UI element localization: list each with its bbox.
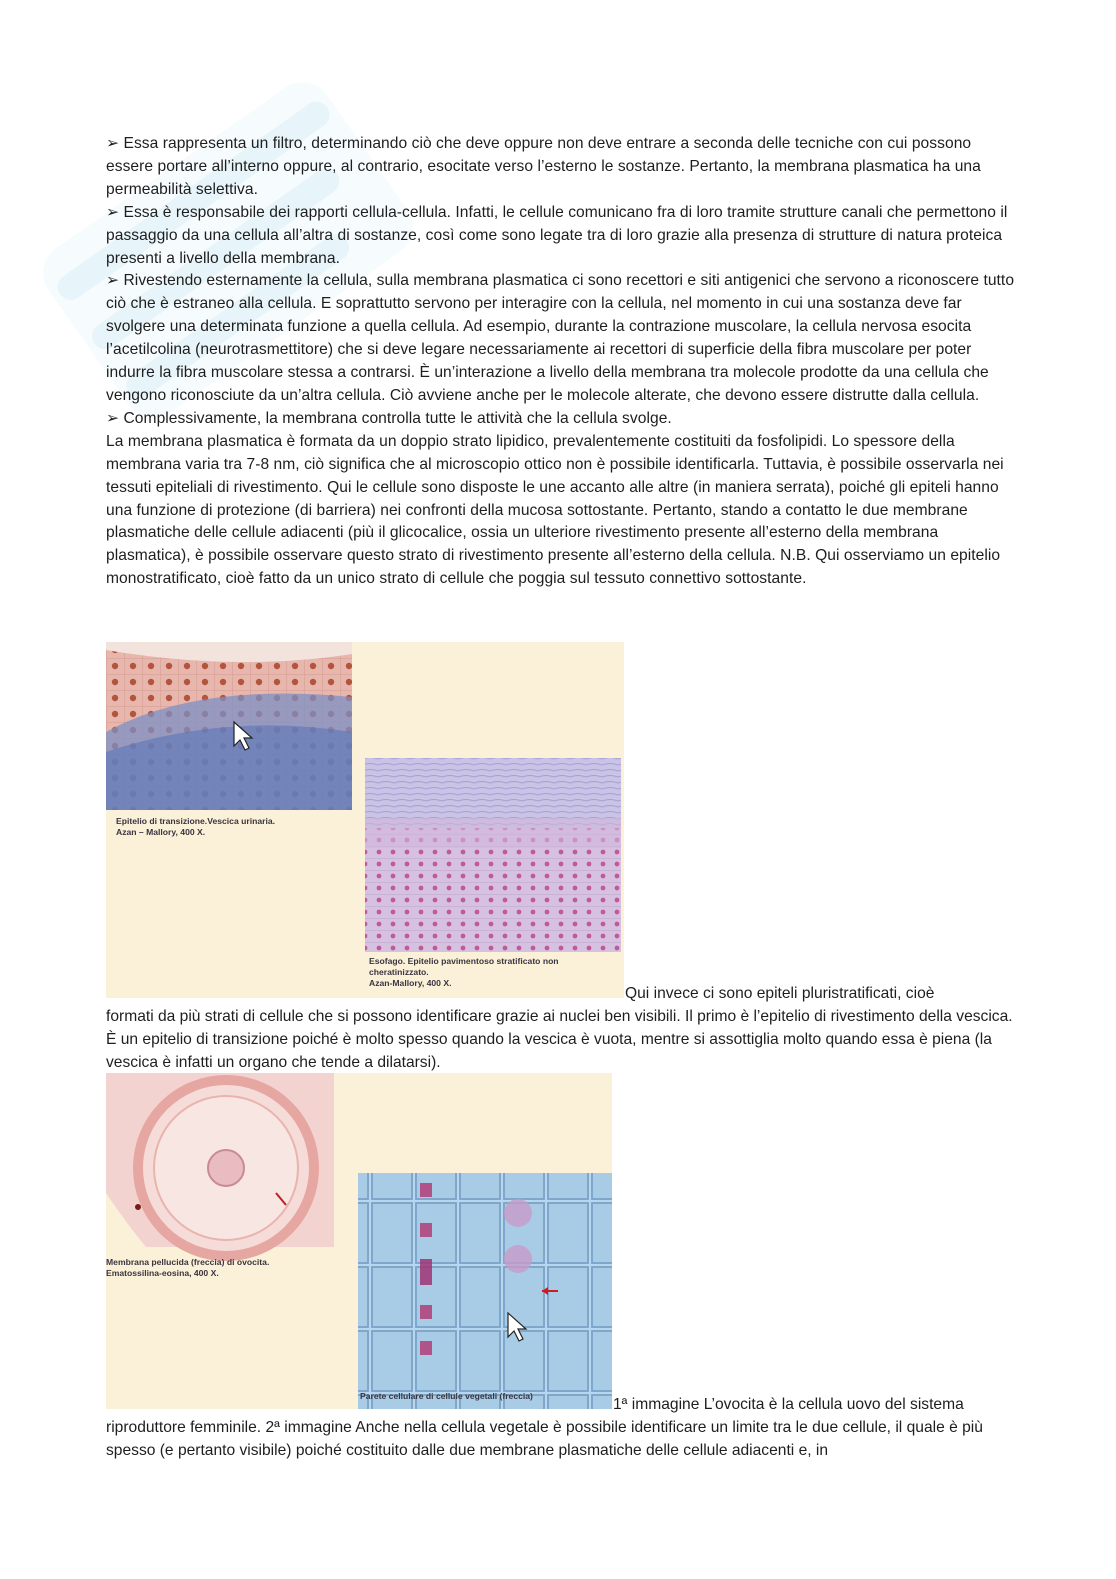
paragraph-plant-cell: riproduttore femminile. 2ª immagine Anche nella cellula vegetale è possibile identificare un limite tra le due cellule, il quale è più spesso (e pertanto visibile) poiché costituito dalle due membrane plasmatiche delle cellule adiacenti e, in — [106, 1419, 983, 1459]
figure-membranes — [106, 1073, 612, 1409]
caption-transitional-epithelium: Epitelio di transizione.Vescica urinaria. Azan – Mallory, 400 X. — [116, 816, 276, 837]
caption-oocyte: Membrana pellucida (freccia) di ovocita. Ematossilina-eosina, 400 X. — [106, 1257, 270, 1278]
paragraph-control: ➢ Complessivamente, la membrana controlla tutte le attività che la cellula svolge. — [106, 409, 672, 427]
caption-esophagus: Esofago. Epitelio pavimentoso stratificato non cheratinizzato. Azan-Mallory, 400 X. — [369, 956, 559, 988]
micrograph-oocyte-plant-cells — [106, 1073, 612, 1409]
text-inline-figure1: Qui invece ci sono epiteli pluristratificati, cioè — [625, 985, 935, 1002]
paragraph-receptors: ➢ Rivestendo esternamente la cellula, sulla membrana plasmatica ci sono recettori e siti antigenici che servono a riconoscere tutto ciò che è estraneo alla cellula. E soprattutto servono per interagire con la cellula, nel momento in cui una sostanza deve far svolgere una determinata funzione a quella cellula. Ad esempio, durante la contrazione muscolare, la cellula nervosa esocita l’acetilcolina (neurotrasmettitore) che si deve legare necessariamente ai recettori di superficie della fibra muscolare per poter indurre la fibra muscolare stessa a contrarsi. È un’interazione a livello della membrana tra molecole prodotte da una cellula che vengono riconosciute da un’altra cellula. Ciò avviene anche per le molecole alterate, che devono essere distrutte dalla cellula. — [106, 272, 1015, 404]
paragraph-filter: ➢ Essa rappresenta un filtro, determinando ciò che deve oppure non deve entrare a seconda delle tecniche con cui possono essere portare all’interno oppure, al contrario, esocitate verso l’esterno le sostanze. Pertanto, la membrana plasmatica ha una permeabilità selettiva. — [106, 135, 981, 198]
paragraph-stratified: formati da più strati di cellule che si possono identificare grazie ai nuclei ben visibili. Il primo è l’epitelio di rivestimento della vescica. È un epitelio di transizione poiché è molto spesso quando la vescica è vuota, mentre si assottiglia molto quando essa è piena (la vescica è infatti un organo che tende a dilatarsi). — [106, 1008, 1013, 1071]
body-text-top — [106, 133, 1018, 591]
text-inline-figure2: 1ª immagine L’ovocita è la cellula uovo del sistema — [613, 1396, 964, 1413]
paragraph-cell-relations: ➢ Essa è responsabile dei rapporti cellula-cellula. Infatti, le cellule comunicano fra di loro tramite strutture canali che permettono il passaggio da una cellula all’altra di sostanze, così come sono legate tra di loro grazie alla presenza di strutture di natura proteica presenti a livello della membrana. — [106, 203, 1008, 267]
caption-plant-cells: Parete cellulare di cellule vegetali (freccia) — [360, 1391, 533, 1401]
figure-epithelia — [106, 642, 624, 998]
paragraph-structure: La membrana plasmatica è formata da un doppio strato lipidico, prevalentemente costituiti da fosfolipidi. Lo spessore della membrana varia tra 7-8 nm, ciò significa che al microscopio ottico non è possibile identificarla. Tuttavia, è possibile osservarla nei tessuti epiteliali di rivestimento. Qui le cellule sono disposte le une accanto alle altre (in maniera serrata), poiché gli epiteli hanno una funzione di protezione (di barriera) nei confronti della mucosa sottostante. Pertanto, stando a contatto le due membrane plasmatiche delle cellule adiacenti (più il glicocalice, ossia un ulteriore rivestimento presente all’esterno della membrana plasmatica), è possibile osservare questo strato di rivestimento presente all’esterno della cellula. N.B. Qui osserviamo un epitelio monostratificato, cioè fatto da un unico strato di cellule che poggia sul tessuto connettivo sottostante. — [106, 432, 1004, 588]
